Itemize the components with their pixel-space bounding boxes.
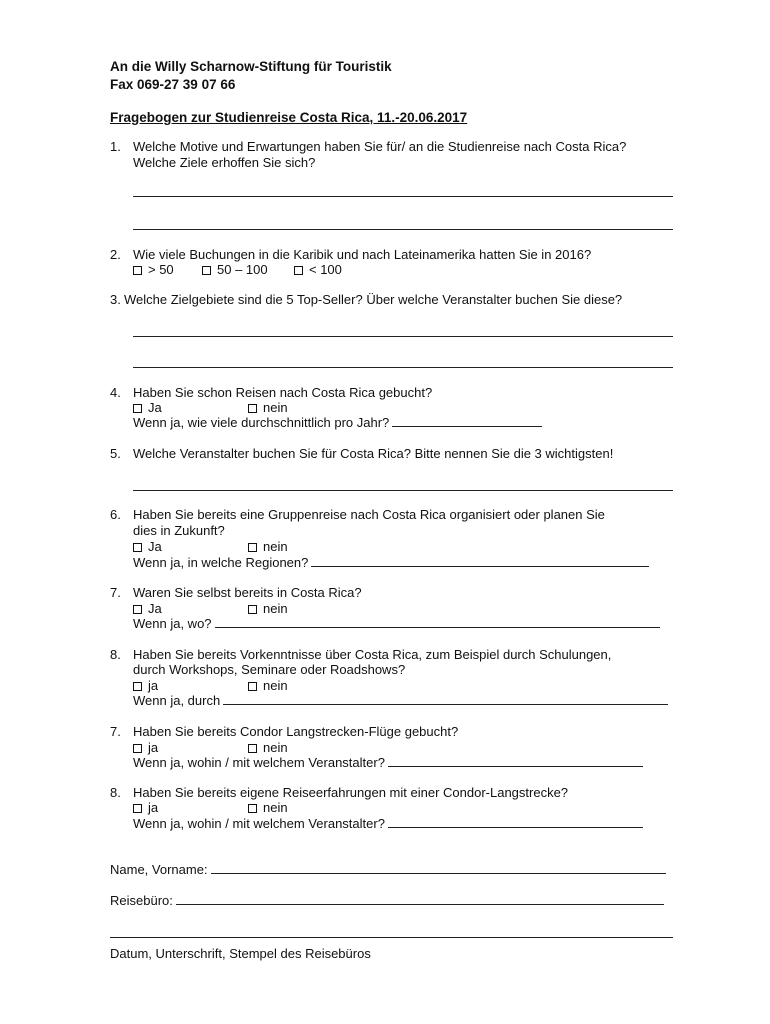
name-label: Name, Vorname: [110,862,208,877]
signature-label: Datum, Unterschrift, Stempel des Reisebüros [110,946,371,961]
followup-field[interactable]: Wenn ja, in welche Regionen? [133,555,649,571]
option-checkbox[interactable]: Ja [133,601,162,617]
question-number: 8. [110,785,121,800]
question-number: 7. [110,585,121,600]
option-checkbox[interactable]: 50 – 100 [202,262,268,278]
answer-line[interactable] [133,336,673,337]
followup-field[interactable]: Wenn ja, wohin / mit welchem Veranstalter? [133,755,643,771]
question-text: Haben Sie schon Reisen nach Costa Rica gebucht? [133,385,433,400]
option-checkbox[interactable]: Ja [133,539,162,555]
checkbox-icon[interactable] [133,404,142,413]
option-checkbox[interactable]: nein [248,601,288,617]
question-text: Waren Sie selbst bereits in Costa Rica? [133,585,362,600]
checkbox-icon[interactable] [202,266,211,275]
followup-field[interactable]: Wenn ja, wo? [133,616,660,632]
question-number: 4. [110,385,121,400]
question-number: 8. [110,647,121,662]
question-text: dies in Zukunft? [133,523,225,538]
fax-number: Fax 069-27 39 07 66 [110,77,236,92]
option-checkbox[interactable]: < 100 [294,262,342,278]
checkbox-icon[interactable] [133,682,142,691]
page-title: Fragebogen zur Studienreise Costa Rica, 11.-20.06.2017 [110,110,468,125]
checkbox-icon[interactable] [248,744,257,753]
checkbox-icon[interactable] [248,605,257,614]
answer-line[interactable] [133,367,673,368]
answer-line[interactable] [133,229,673,230]
checkbox-icon[interactable] [133,543,142,552]
question-number: 6. [110,507,121,522]
followup-field[interactable]: Wenn ja, wohin / mit welchem Veranstalter? [133,816,643,832]
followup-field[interactable]: Wenn ja, wie viele durchschnittlich pro Jahr? [133,415,542,431]
question-text: Wie viele Buchungen in die Karibik und nach Lateinamerika hatten Sie in 2016? [133,247,592,262]
addressee: An die Willy Scharnow-Stiftung für Touristik [110,59,392,74]
checkbox-icon[interactable] [248,804,257,813]
checkbox-icon[interactable] [133,804,142,813]
option-checkbox[interactable]: nein [248,400,288,416]
question-text: Welche Ziele erhoffen Sie sich? [133,155,316,170]
checkbox-icon[interactable] [248,682,257,691]
question-number: 2. [110,247,121,262]
checkbox-icon[interactable] [133,605,142,614]
checkbox-icon[interactable] [133,744,142,753]
answer-line[interactable] [133,490,673,491]
agency-field[interactable] [110,893,664,909]
checkbox-icon[interactable] [248,404,257,413]
option-checkbox[interactable]: nein [248,800,288,816]
question-text: Welche Motive und Erwartungen haben Sie für/ an die Studienreise nach Costa Rica? [133,139,627,154]
option-checkbox[interactable]: nein [248,678,288,694]
option-checkbox[interactable]: nein [248,740,288,756]
question-number: 1. [110,139,121,154]
option-checkbox[interactable]: > 50 [133,262,174,278]
option-checkbox[interactable]: ja [133,678,158,694]
question-number: 7. [110,724,121,739]
followup-field[interactable]: Wenn ja, durch [133,693,668,709]
option-checkbox[interactable]: ja [133,800,158,816]
answer-line[interactable] [133,196,673,197]
question-number: 5. [110,446,121,461]
question-text: Welche Zielgebiete sind die 5 Top-Seller? Über welche Veranstalter buchen Sie diese? [124,292,623,307]
question-text: Haben Sie bereits eigene Reiseerfahrungen mit einer Condor-Langstrecke? [133,785,569,800]
checkbox-icon[interactable] [248,543,257,552]
question-text: durch Workshops, Seminare oder Roadshows? [133,662,406,677]
name-field[interactable] [110,862,666,878]
question-text: Haben Sie bereits eine Gruppenreise nach Costa Rica organisiert oder planen Sie [133,507,605,522]
question-text: Welche Veranstalter buchen Sie für Costa Rica? Bitte nennen Sie die 3 wichtigsten! [133,446,614,461]
agency-label: Reisebüro: [110,893,173,908]
question-text: Haben Sie bereits Vorkenntnisse über Costa Rica, zum Beispiel durch Schulungen, [133,647,612,662]
option-checkbox[interactable]: ja [133,740,158,756]
question-text: Haben Sie bereits Condor Langstrecken-Flüge gebucht? [133,724,459,739]
question-number: 3. [110,292,121,307]
checkbox-icon[interactable] [133,266,142,275]
option-checkbox[interactable]: nein [248,539,288,555]
signature-line[interactable] [110,937,673,938]
checkbox-icon[interactable] [294,266,303,275]
option-checkbox[interactable]: Ja [133,400,162,416]
